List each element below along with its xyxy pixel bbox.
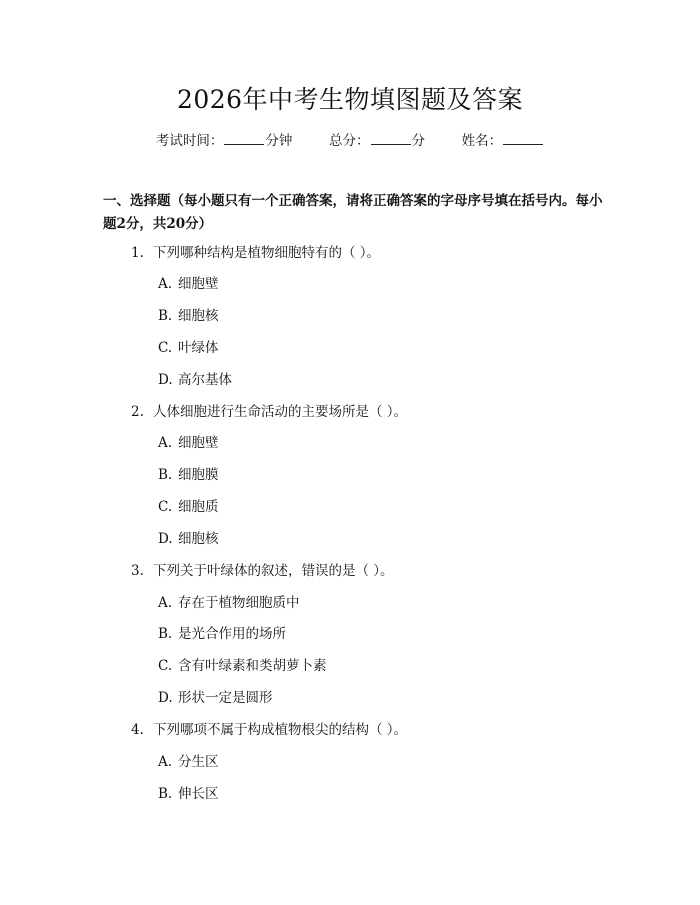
option-letter: A. <box>158 595 173 611</box>
option-text: 分生区 <box>178 754 219 770</box>
option-letter: C. <box>158 499 173 515</box>
option-item <box>158 784 219 804</box>
question-text: 下列哪种结构是植物细胞特有的（ ）。 <box>153 245 381 261</box>
option-text: 伸长区 <box>178 786 219 802</box>
option-text: 存在于植物细胞质中 <box>178 595 300 611</box>
option-item <box>158 593 300 613</box>
question-text: 下列关于叶绿体的叙述，错误的是（ ）。 <box>153 563 394 579</box>
option-text: 细胞核 <box>178 308 219 324</box>
question-item <box>131 720 407 740</box>
option-text: 细胞壁 <box>178 276 219 292</box>
option-letter: A. <box>158 276 173 292</box>
option-text: 高尔基体 <box>178 372 232 388</box>
option-letter: C. <box>158 658 173 674</box>
exam-info-line <box>0 131 700 151</box>
option-letter: D. <box>158 690 173 706</box>
exam-time-blank <box>224 132 264 145</box>
question-item <box>131 243 380 263</box>
option-letter: B. <box>158 467 173 483</box>
question-number: 3. <box>131 563 144 579</box>
option-letter: B. <box>158 786 173 802</box>
question-text: 下列哪项不属于构成植物根尖的结构（ ）。 <box>153 722 408 738</box>
option-letter: C. <box>158 340 173 356</box>
exam-time-unit: 分钟 <box>265 133 293 149</box>
option-letter: A. <box>158 435 173 451</box>
option-item <box>158 338 219 358</box>
option-text: 细胞膜 <box>178 467 219 483</box>
option-letter: B. <box>158 626 173 642</box>
name-label: 姓名： <box>461 133 503 149</box>
total-score-label: 总分： <box>329 133 370 149</box>
option-item <box>158 688 273 708</box>
section-heading-choice: 一、选择题（每小题只有一个正确答案，请将正确答案的字母序号填在括号内。每小题2分，共20分） <box>103 193 603 232</box>
option-item <box>158 752 219 772</box>
exam-time-label: 考试时间： <box>155 133 224 149</box>
option-item <box>158 624 286 644</box>
question-number: 1. <box>131 245 144 261</box>
option-text: 形状一定是圆形 <box>178 690 273 706</box>
total-score-blank <box>371 132 411 145</box>
question-number: 2. <box>131 404 144 420</box>
question-number: 4. <box>131 722 144 738</box>
option-letter: D. <box>158 531 173 547</box>
option-item <box>158 497 219 517</box>
option-item <box>158 529 219 549</box>
question-text: 人体细胞进行生命活动的主要场所是（ ）。 <box>153 404 408 420</box>
option-text: 细胞核 <box>178 531 219 547</box>
option-item <box>158 370 232 390</box>
option-item <box>158 656 327 676</box>
option-item <box>158 274 219 294</box>
option-text: 细胞壁 <box>178 435 219 451</box>
total-score-unit: 分 <box>411 133 425 149</box>
option-item <box>158 433 219 453</box>
option-letter: B. <box>158 308 173 324</box>
option-text: 细胞质 <box>178 499 219 515</box>
document-title: 2026年中考生物填图题及答案 <box>176 85 524 114</box>
name-blank <box>503 132 543 145</box>
question-item <box>131 402 407 422</box>
question-item <box>131 561 394 581</box>
option-text: 是光合作用的场所 <box>178 626 286 642</box>
option-letter: D. <box>158 372 173 388</box>
option-item <box>158 465 219 485</box>
option-text: 含有叶绿素和类胡萝卜素 <box>178 658 327 674</box>
option-item <box>158 306 219 326</box>
option-letter: A. <box>158 754 173 770</box>
option-text: 叶绿体 <box>178 340 219 356</box>
